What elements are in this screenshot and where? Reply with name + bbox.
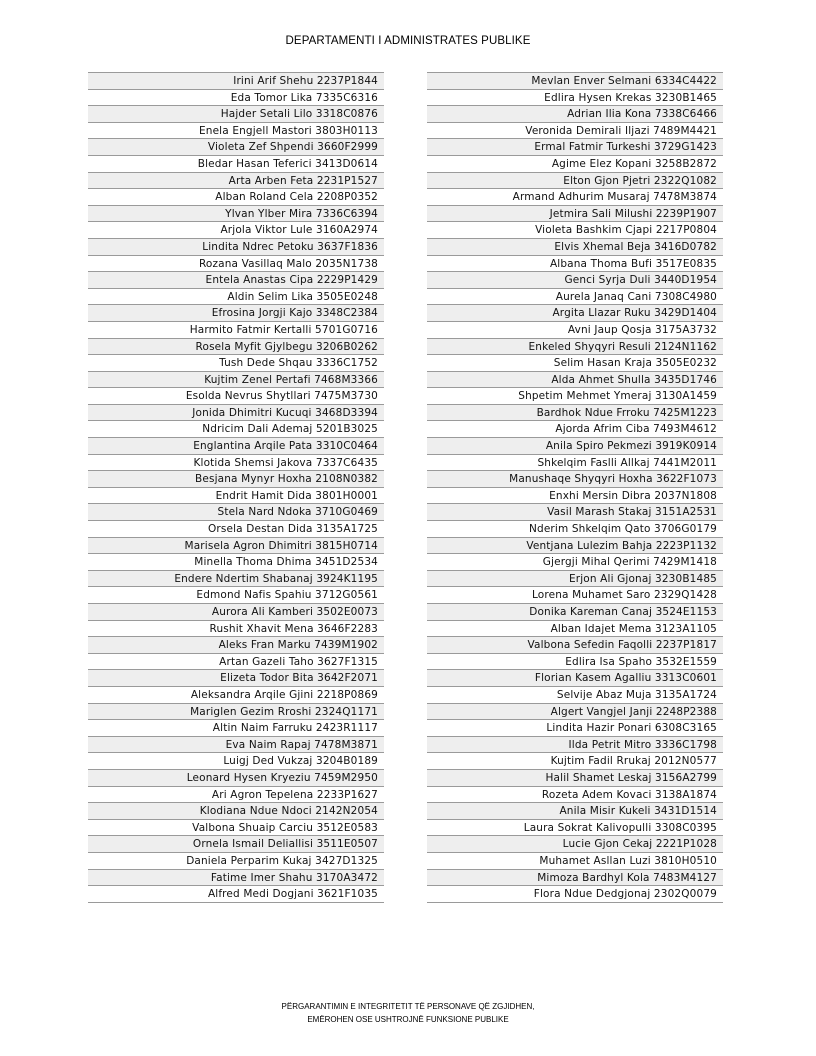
list-item: Leonard Hysen Kryeziu 7459M2950 (88, 770, 384, 787)
list-item: Anila Spiro Pekmezi 3919K0914 (427, 438, 723, 455)
list-item: Selvije Abaz Muja 3135A1724 (427, 687, 723, 704)
list-item: Irini Arif Shehu 2237P1844 (88, 73, 384, 90)
list-item: Esolda Nevrus Shytllari 7475M3730 (88, 388, 384, 405)
list-item: Arjola Viktor Lule 3160A2974 (88, 222, 384, 239)
list-item: Shkelqim Faslli Allkaj 7441M2011 (427, 455, 723, 472)
list-item: Luigj Ded Vukzaj 3204B0189 (88, 753, 384, 770)
right-name-list (427, 72, 723, 903)
list-item: Besjana Mynyr Hoxha 2108N0382 (88, 471, 384, 488)
list-item: Ylvan Ylber Mira 7336C6394 (88, 206, 384, 223)
list-item: Enxhi Mersin Dibra 2037N1808 (427, 488, 723, 505)
list-item: Orsela Destan Dida 3135A1725 (88, 521, 384, 538)
list-item: Endrit Hamit Dida 3801H0001 (88, 488, 384, 505)
list-item: Argita Llazar Ruku 3429D1404 (427, 305, 723, 322)
list-item: Lucie Gjon Cekaj 2221P1028 (427, 836, 723, 853)
list-item: Veronida Demirali Iljazi 7489M4421 (427, 123, 723, 140)
list-item: Kujtim Fadil Rrukaj 2012N0577 (427, 753, 723, 770)
list-item: Genci Syrja Duli 3440D1954 (427, 272, 723, 289)
list-item: Anila Misir Kukeli 3431D1514 (427, 803, 723, 820)
list-item: Edlira Isa Spaho 3532E1559 (427, 654, 723, 671)
list-item: Shpetim Mehmet Ymeraj 3130A1459 (427, 388, 723, 405)
list-item: Elizeta Todor Bita 3642F2071 (88, 670, 384, 687)
list-item: Edlira Hysen Krekas 3230B1465 (427, 90, 723, 107)
list-item: Nderim Shkelqim Qato 3706G0179 (427, 521, 723, 538)
list-item: Lindita Ndrec Petoku 3637F1836 (88, 239, 384, 256)
list-item: Elton Gjon Pjetri 2322Q1082 (427, 173, 723, 190)
list-item: Alda Ahmet Shulla 3435D1746 (427, 372, 723, 389)
list-item: Aleksandra Arqile Gjini 2218P0869 (88, 687, 384, 704)
footer-line-1: PËRGARANTIMIN E INTEGRITETIT TË PERSONAVE QË ZGJIDHEN, (281, 1002, 535, 1011)
list-item: Entela Anastas Cipa 2229P1429 (88, 272, 384, 289)
list-item: Tush Dede Shqau 3336C1752 (88, 355, 384, 372)
list-item: Muhamet Asllan Luzi 3810H0510 (427, 853, 723, 870)
list-item: Laura Sokrat Kalivopulli 3308C0395 (427, 820, 723, 837)
list-item: Eda Tomor Lika 7335C6316 (88, 90, 384, 107)
list-item: Valbona Shuaip Carciu 3512E0583 (88, 820, 384, 837)
page-footer (0, 1000, 816, 1026)
list-item: Mimoza Bardhyl Kola 7483M4127 (427, 870, 723, 887)
list-item: Elvis Xhemal Beja 3416D0782 (427, 239, 723, 256)
footer-line-2: EMËROHEN OSE USHTROJNË FUNKSIONE PUBLIKE (307, 1015, 509, 1024)
list-item: Arta Arben Feta 2231P1527 (88, 173, 384, 190)
list-item: Erjon Ali Gjonaj 3230B1485 (427, 571, 723, 588)
list-item: Lorena Muhamet Saro 2329Q1428 (427, 587, 723, 604)
list-item: Florian Kasem Agalliu 3313C0601 (427, 670, 723, 687)
list-item: Albana Thoma Bufi 3517E0835 (427, 256, 723, 273)
list-item: Manushaqe Shyqyri Hoxha 3622F1073 (427, 471, 723, 488)
list-item: Altin Naim Farruku 2423R1117 (88, 720, 384, 737)
left-name-list (88, 72, 384, 903)
list-item: Flora Ndue Dedgjonaj 2302Q0079 (427, 886, 723, 903)
list-item: Bledar Hasan Teferici 3413D0614 (88, 156, 384, 173)
list-item: Ndricim Dali Ademaj 5201B3025 (88, 421, 384, 438)
list-item: Aleks Fran Marku 7439M1902 (88, 637, 384, 654)
list-item: Rozana Vasillaq Malo 2035N1738 (88, 256, 384, 273)
list-item: Stela Nard Ndoka 3710G0469 (88, 504, 384, 521)
list-item: Ermal Fatmir Turkeshi 3729G1423 (427, 139, 723, 156)
list-item: Donika Kareman Canaj 3524E1153 (427, 604, 723, 621)
list-item: Vasil Marash Stakaj 3151A2531 (427, 504, 723, 521)
list-item: Daniela Perparim Kukaj 3427D1325 (88, 853, 384, 870)
list-item: Avni Jaup Qosja 3175A3732 (427, 322, 723, 339)
list-item: Violeta Bashkim Cjapi 2217P0804 (427, 222, 723, 239)
list-item: Mariglen Gezim Rroshi 2324Q1171 (88, 704, 384, 721)
list-item: Agime Elez Kopani 3258B2872 (427, 156, 723, 173)
list-item: Ari Agron Tepelena 2233P1627 (88, 787, 384, 804)
list-item: Enkeled Shyqyri Resuli 2124N1162 (427, 339, 723, 356)
list-item: Gjergji Mihal Qerimi 7429M1418 (427, 554, 723, 571)
list-item: Mevlan Enver Selmani 6334C4422 (427, 73, 723, 90)
list-item: Rozeta Adem Kovaci 3138A1874 (427, 787, 723, 804)
list-item: Rosela Myfit Gjylbegu 3206B0262 (88, 339, 384, 356)
list-item: Klodiana Ndue Ndoci 2142N2054 (88, 803, 384, 820)
list-item: Klotida Shemsi Jakova 7337C6435 (88, 455, 384, 472)
list-item: Ajorda Afrim Ciba 7493M4612 (427, 421, 723, 438)
list-item: Artan Gazeli Taho 3627F1315 (88, 654, 384, 671)
list-item: Violeta Zef Shpendi 3660F2999 (88, 139, 384, 156)
list-item: Endere Ndertim Shabanaj 3924K1195 (88, 571, 384, 588)
list-item: Alban Idajet Mema 3123A1105 (427, 621, 723, 638)
list-item: Ilda Petrit Mitro 3336C1798 (427, 737, 723, 754)
list-item: Jonida Dhimitri Kucuqi 3468D3394 (88, 405, 384, 422)
list-item: Alfred Medi Dogjani 3621F1035 (88, 886, 384, 903)
list-item: Enela Engjell Mastori 3803H0113 (88, 123, 384, 140)
list-item: Marisela Agron Dhimitri 3815H0714 (88, 538, 384, 555)
list-item: Lindita Hazir Ponari 6308C3165 (427, 720, 723, 737)
list-item: Hajder Setali Lilo 3318C0876 (88, 106, 384, 123)
list-item: Bardhok Ndue Frroku 7425M1223 (427, 405, 723, 422)
list-item: Jetmira Sali Milushi 2239P1907 (427, 206, 723, 223)
list-item: Halil Shamet Leskaj 3156A2799 (427, 770, 723, 787)
list-item: Eva Naim Rapaj 7478M3871 (88, 737, 384, 754)
list-item: Edmond Nafis Spahiu 3712G0561 (88, 587, 384, 604)
list-item: Armand Adhurim Musaraj 7478M3874 (427, 189, 723, 206)
list-item: Selim Hasan Kraja 3505E0232 (427, 355, 723, 372)
list-item: Kujtim Zenel Pertafi 7468M3366 (88, 372, 384, 389)
list-item: Alban Roland Cela 2208P0352 (88, 189, 384, 206)
list-item: Aurora Ali Kamberi 3502E0073 (88, 604, 384, 621)
list-item: Englantina Arqile Pata 3310C0464 (88, 438, 384, 455)
list-item: Rushit Xhavit Mena 3646F2283 (88, 621, 384, 638)
list-item: Efrosina Jorgji Kajo 3348C2384 (88, 305, 384, 322)
list-item: Valbona Sefedin Faqolli 2237P1817 (427, 637, 723, 654)
list-item: Harmito Fatmir Kertalli 5701G0716 (88, 322, 384, 339)
list-item: Ventjana Lulezim Bahja 2223P1132 (427, 538, 723, 555)
list-item: Aurela Janaq Cani 7308C4980 (427, 289, 723, 306)
list-item: Aldin Selim Lika 3505E0248 (88, 289, 384, 306)
list-item: Fatime Imer Shahu 3170A3472 (88, 870, 384, 887)
list-item: Adrian Ilia Kona 7338C6466 (427, 106, 723, 123)
list-item: Minella Thoma Dhima 3451D2534 (88, 554, 384, 571)
list-item: Ornela Ismail Deliallisi 3511E0507 (88, 836, 384, 853)
page-title: DEPARTAMENTI I ADMINISTRATES PUBLIKE (285, 35, 531, 47)
list-item: Algert Vangjel Janji 2248P2388 (427, 704, 723, 721)
